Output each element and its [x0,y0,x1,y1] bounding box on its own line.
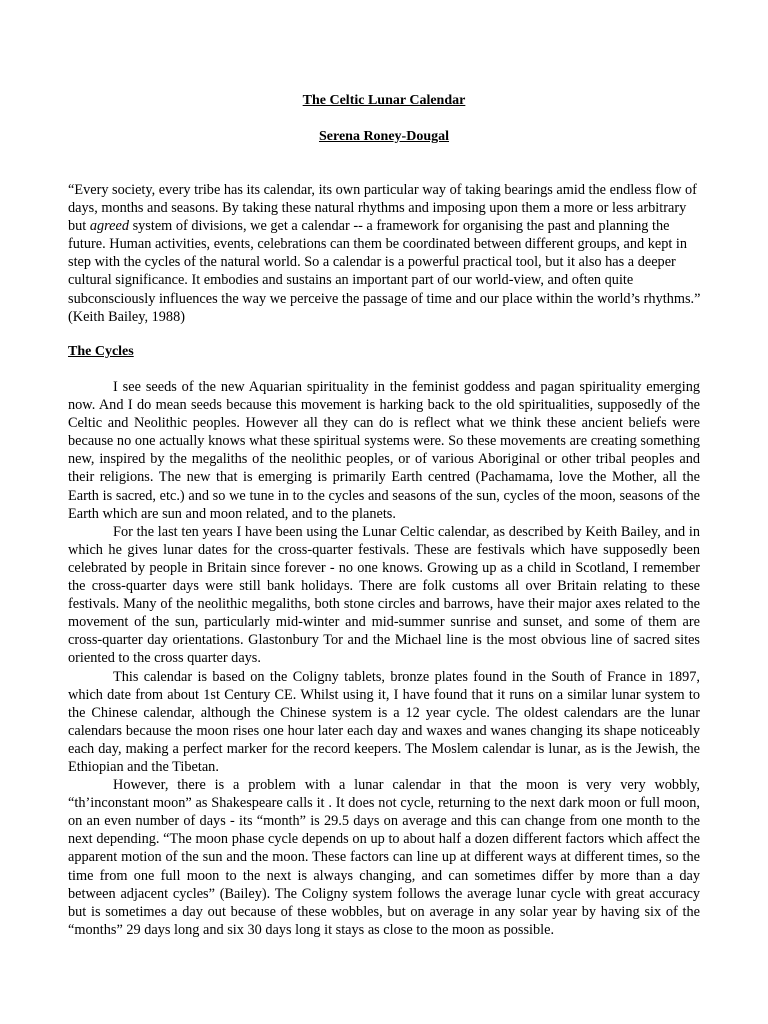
document-author: Serena Roney-Dougal [318,129,450,144]
paragraph: This calendar is based on the Coligny tablets, bronze plates found in the South of France in 1897, which date from about 1st Century CE. Whilst using it, I have found that it runs on a similar lunar system to the Chinese calendar, although the Chinese system is a 12 year cycle. The oldest calendars are the lunar calendars because the moon rises one hour later each day and waxes and wanes changing its shape noticeably each day, making a perfect marker for the record keepers. The Moslem calendar is lunar, as is the Jewish, the Ethiopian and the Tibetan. [68,668,700,775]
section-heading: The Cycles [68,344,134,359]
epigraph-emphasis: agreed [89,218,130,235]
epigraph-quote [68,181,704,326]
paragraph: For the last ten years I have been using the Lunar Celtic calendar, as described by Keith Bailey, and in which he gives lunar dates for the cross-quarter festivals. These are festivals which have supposedly been celebrated by people in Britain since forever - no one knows. Growing up as a child in Scotland, I remember the cross-quarter days were still bank holidays. There are folk customs all over Britain relating to these festivals. Many of the neolithic megaliths, both stone circles and barrows, have their major axes related to the movement of the sun, particularly mid-winter and mid-summer sunrise and sunset, and some of them are cross-quarter day orientations. Glastonbury Tor and the Michael line is the most obvious line of sacred sites oriented to the cross quarter days. [68,523,700,667]
paragraph: However, there is a problem with a lunar calendar in that the moon is very very wobbly, “th’inconstant moon” as Shakespeare calls it . It does not cycle, returning to the next dark moon or full moon, on an even number of days - its “month” is 29.5 days on average and this can change from one month to the next depending. “The moon phase cycle depends on up to about half a dozen different factors which affect the apparent motion of the sun and the moon. These factors can line up at different ways at different times, so the time from one full moon to the next is always changing, and can sometimes differ by more than a day between adjacent cycles” (Bailey). The Coligny system follows the average lunar cycle with great accuracy but is sometimes a day out because of these wobbles, but on average in any solar year by having six of the “months” 29 days long and six 30 days long it stays as close to the moon as possible. [68,777,700,938]
document-title: The Celtic Lunar Calendar [302,93,466,108]
body-text [68,378,700,939]
paragraph: I see seeds of the new Aquarian spirituality in the feminist goddess and pagan spirituality emerging now. And I do mean seeds because this movement is harking back to the old spiritualities, supposedly of the Celtic and Neolithic peoples. However all they can do is reflect what we think these ancient beliefs were because no one actually knows what these spiritual systems were. So these movements are creating something new, inspired by the megaliths of the neolithic peoples, or of various Aboriginal or other tribal peoples and their religions. The new that is emerging is primarily Earth centred (Pachamama, love the Mother, all the Earth is sacred, etc.) and so we tune in to the cycles and seasons of the sun, cycles of the moon, seasons of the Earth which are sun and moon related, and to the planets. [68,379,700,522]
epigraph-text-2: system of divisions, we get a calendar -- a framework for organising the past and planning the future. Human activities, events, celebrations can them be coordinated between different groups, and kept in step with the cycles of the natural world. So a calendar is a powerful practical tool, but it also has a deeper cultural significance. It embodies and sustains an important part of our world-view, and often quite subconsciously influences the way we perceive the passage of time and our place within the world’s rhythms.” (Keith Bailey, 1988) [68,218,701,325]
epigraph-text-1: “Every society, every tribe has its calendar, its own particular way of taking bearings amid the endless flow of days, months and seasons. By taking these natural rhythms and imposing upon them a more or less arbitrary but [68,182,697,235]
